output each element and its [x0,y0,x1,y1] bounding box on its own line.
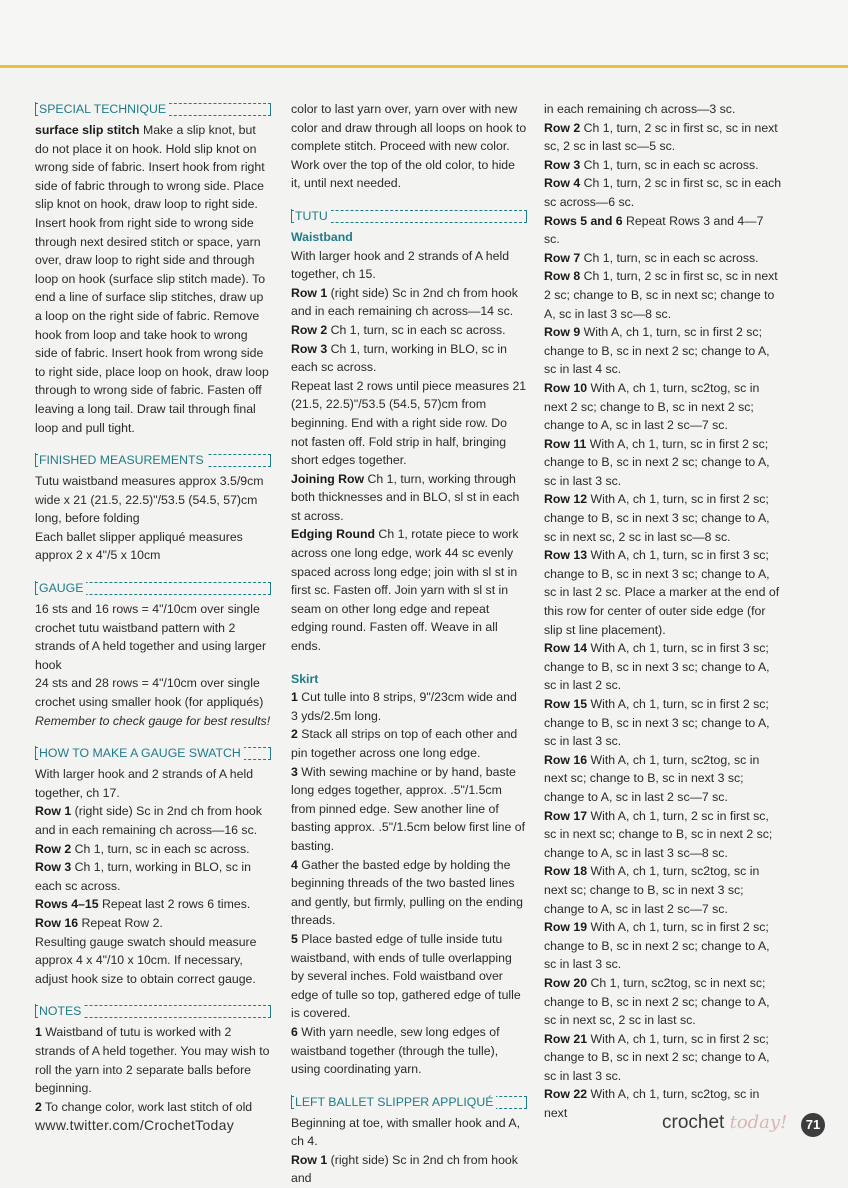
row-text: With A, ch 1, turn, sc2tog, sc in next sc; change to B, sc in next 3 sc; change to A, sc in last 2 sc—7 sc. [544,864,760,916]
section-title: FINISHED MEASUREMENTS [39,451,207,469]
top-rule [0,65,848,68]
applique-row [544,323,782,379]
row-label: Row 16 [35,915,79,930]
step-number: 6 [291,1024,298,1039]
howto-row [35,914,271,933]
edging-round [291,525,527,655]
row-label: Row 1 [291,1152,328,1167]
applique-row [544,379,782,435]
finished-p1: Tutu waistband measures approx 3.5/9cm wide x 21 (21.5, 22.5)"/53.5 (54.5, 57)cm long, before folding [35,474,264,526]
row-text: With A, ch 1, turn, sc in first 2 sc; change to B, sc in next 2 sc; change to A, sc in last 3 sc. [544,1031,770,1083]
finished-p2: Each ballet slipper appliqué measures approx 2 x 4"/5 x 10cm [35,529,243,563]
note-number: 1 [35,1025,42,1040]
row-label: Row 2 [35,841,72,856]
row-text: With A, ch 1, turn, sc2tog, sc in next 2 sc; change to B, sc in next 2 sc; change to A, sc in last 2 sc—7 sc. [544,380,760,433]
applique-row [291,1151,527,1188]
row-text: (right side) Sc in 2nd ch from hook and [291,1152,518,1186]
row-text: Ch 1, turn, 2 sc in first sc, sc in each sc across—6 sc. [544,176,782,209]
row-text: Ch 1, turn, working through both thicknesses and in BLO, sl st in each st across. [291,471,520,523]
row-label: Row 12 [544,492,588,507]
row-label: Row 10 [544,380,588,395]
section-header-gauge [35,579,271,598]
skirt-title: Skirt [291,671,319,686]
skirt-step [291,856,527,930]
section-header-left-applique [291,1093,527,1112]
row-label: Joining Row [291,471,365,486]
row-text: With A, ch 1, turn, sc in first 2 sc; change to B, sc in next 2 sc; change to A, sc in last 3 sc. [544,920,770,972]
section-title: TUTU [295,207,331,225]
row-text: Ch 1, turn, sc2tog, sc in next sc; change to B, sc in next 2 sc; change to A, sc in next sc, 2 sc in last sc. [544,975,770,1028]
row-label: Rows 5 and 6 [544,213,623,228]
row-text: Ch 1, turn, working in BLO, sc in each sc across. [35,860,251,893]
applique-row [544,918,782,974]
applique-row [544,974,782,1030]
step-number: 1 [291,690,298,705]
skirt-step [291,930,527,1023]
row-text: Ch 1, turn, 2 sc in first sc, sc in next sc, 2 sc in last sc—5 sc. [544,120,778,154]
row-label: Row 2 [544,120,581,135]
applique-row [544,862,782,918]
section-title: NOTES [39,1002,84,1020]
row-text: Ch 1, turn, sc in each sc across. [580,157,759,172]
note-text: Waistband of tutu is worked with 2 strands of A held together. You may wish to roll the yarn into 2 separate balls before beginning. [35,1025,270,1096]
waistband-repeat: Repeat last 2 rows until piece measures 21 (21.5, 22.5)"/53.5 (54.5, 57)cm from beginning. End with a right side row. Do not fasten off. Fold strip in half, bringing short edges together. [291,378,527,468]
row-label: Row 9 [544,325,581,340]
row-text: With A, ch 1, turn, sc in first 3 sc; change to B, sc in next 3 sc; change to A, sc in last 2 sc. [544,641,770,693]
step-text: With yarn needle, sew long edges of waistband together (through the tulle), using coordinating yarn. [291,1024,500,1077]
applique-row [544,119,782,156]
section-header-gauge-swatch [35,744,271,763]
row-label: Row 7 [544,250,581,265]
section-header-special-technique [35,100,271,119]
row-label: Row 1 [291,285,328,300]
brand-word: crochet [662,1112,725,1133]
row-text: With A, ch 1, turn, sc in first 2 sc; change to B, sc in next 2 sc; change to A, sc in last 4 sc. [544,325,770,377]
term: surface slip stitch [35,123,140,137]
row-text: Repeat Rows 3 and 4—7 sc. [544,213,764,247]
waistband-row [291,321,527,340]
section-title: LEFT BALLET SLIPPER APPLIQUÉ [295,1093,496,1111]
skirt-step [291,725,527,762]
row-label: Row 11 [544,436,587,451]
step-number: 3 [291,764,298,779]
brand-script: today! [729,1112,788,1133]
row-label: Row 3 [291,341,328,356]
step-number: 5 [291,931,298,946]
step-text: Stack all strips on top of each other and pin together across one long edge. [291,727,518,760]
applique-row [544,490,782,546]
row-text: With A, ch 1, turn, sc in first 3 sc; change to B, sc in next 3 sc; change to A, sc in last 2 sc. Place a marker at the end of this row for center of outer side edge (for slip st line placement). [544,548,780,637]
note-number: 2 [35,1099,42,1114]
row-label: Row 8 [544,269,581,284]
row-label: Row 17 [544,808,588,823]
column-2 [291,100,527,1188]
applique-row [544,212,782,249]
row-label: Row 16 [544,752,588,767]
waistband-row [291,340,527,377]
applique-row [544,156,782,175]
row-text: With A, ch 1, turn, sc2tog, sc in next sc; change to B, sc in next 3 sc; change to A, sc in last 2 sc—7 sc. [544,752,760,804]
row-text: Repeat last 2 rows 6 times. [98,897,251,912]
row-text: (right side) Sc in 2nd ch from hook and in each remaining ch across—14 sc. [291,285,518,319]
gauge-reminder [35,712,271,731]
row-text: With A, ch 1, turn, 2 sc in first sc, sc in next sc; change to B, sc in next 2 sc; change to A, sc in last 3 sc—8 sc. [544,808,773,860]
howto-result: Resulting gauge swatch should measure approx 4 x 4"/10 x 10cm. If necessary, adjust hook size to obtain correct gauge. [35,934,257,986]
note-2 [35,1098,271,1117]
special-technique-text [35,121,271,437]
row-text: With A, ch 1, turn, sc in first 2 sc; change to B, sc in next 3 sc; change to A, sc in next sc, 2 sc in last sc—8 sc. [544,492,770,544]
twitter-link[interactable]: www.twitter.com/CrochetToday [35,1117,235,1133]
step-text: Cut tulle into 8 strips, 9"/23cm wide and 3 yds/2.5m long. [291,690,517,723]
page-number: 71 [801,1113,825,1137]
row-label: Row 22 [544,1087,588,1102]
applique-row-1-continued: in each remaining ch across—3 sc. [544,102,736,116]
top-band [0,0,848,65]
gauge-p1: 16 sts and 16 rows = 4"/10cm over single crochet tutu waistband pattern with 2 strands of A held together and using larger hook [35,602,267,672]
row-label: Row 21 [544,1031,588,1046]
body-text: Make a slip knot, but do not place it on hook. Hold slip knot on wrong side of fabric. Insert hook from right side of fabric through to wrong side. Place slip knot on hook, draw loop to right side. Insert hook from right side to wrong side through next desired stitch or space, yarn over, draw loop to right side and through loop on hook (surface slip stitch made). To end a line of surface slip stitches, draw up a loop on the right side of fabric. Remove hook from loop and take hook to wrong side of fabric. Insert hook from wrong side to right side, place loop on hook, draw loop through to wrong side of fabric. Fasten off leaving a long tail. Draw tail through final loop and pull tight. [35,123,269,435]
row-label: Edging Round [291,527,376,542]
step-number: 4 [291,857,298,872]
applique-row [544,751,782,807]
row-label: Row 1 [35,804,72,819]
column-1 [35,100,271,1116]
row-label: Row 3 [35,860,72,875]
section-title: GAUGE [39,579,86,597]
row-label: Row 19 [544,920,588,935]
row-text: Repeat Row 2. [78,915,163,930]
applique-row [544,249,782,268]
section-header-notes [35,1002,271,1021]
gauge-p2: 24 sts and 28 rows = 4"/10cm over single crochet using smaller hook (for appliqués) [35,676,264,710]
row-text: With A, ch 1, turn, sc in first 2 sc; change to B, sc in next 3 sc; change to A, sc in last 3 sc. [544,697,770,749]
applique-row [544,174,782,211]
row-label: Row 13 [544,548,588,563]
applique-row [544,546,782,639]
step-text: Place basted edge of tulle inside tutu waistband, with ends of tulle overlapping by several inches. Fold waistband over edge of tulle so top, gathered edge of tulle is covered. [291,931,521,1021]
howto-intro: With larger hook and 2 strands of A held together, ch 17. [35,767,254,800]
applique-row [544,267,782,323]
section-title: HOW TO MAKE A GAUGE SWATCH [39,744,244,762]
note-text: To change color, work last stitch of old [41,1099,253,1114]
waistband-row [291,284,527,321]
applique-row [544,1030,782,1086]
skirt-step [291,688,527,725]
howto-row [35,858,271,895]
skirt-step [291,1023,527,1079]
row-label: Row 3 [544,157,581,172]
column-3 [544,100,782,1123]
row-label: Row 4 [544,176,581,191]
howto-row [35,840,271,859]
applique-row [544,695,782,751]
step-number: 2 [291,727,298,742]
step-text: With sewing machine or by hand, baste long edges together, approx. .5"/1.5cm from pinned edge. Sew another line of basting approx. .5"/1.5cm below first line of basting. [291,764,526,853]
magazine-logo [662,1112,787,1134]
section-header-finished-measurements [35,451,271,470]
note-2-continued: color to last yarn over, yarn over with new color and draw through all loops on hook to complete stitch. Proceed with new color. Work over the top of the old color, to hide it, until next needed. [291,102,527,191]
section-header-tutu [291,207,527,226]
skirt-step [291,763,527,856]
section-title: SPECIAL TECHNIQUE [39,100,169,118]
row-label: Row 18 [544,864,588,879]
row-text: (right side) Sc in 2nd ch from hook and in each remaining ch across—16 sc. [35,804,262,837]
note-1 [35,1023,271,1097]
row-label: Row 14 [544,641,588,656]
row-label: Row 15 [544,697,588,711]
row-text: With A, ch 1, turn, sc2tog, sc in next [544,1087,760,1121]
applique-intro: Beginning at toe, with smaller hook and A, ch 4. [291,1115,520,1149]
row-label: Rows 4–15 [35,897,99,912]
row-text: Ch 1, turn, sc in each sc across. [71,841,250,856]
row-text: With A, ch 1, turn, sc in first 2 sc; change to B, sc in next 2 sc; change to A, sc in last 3 sc. [544,436,770,488]
step-text: Gather the basted edge by holding the beginning threads of the two basted lines and gently, but firmly, pulling on the ending threads. [291,857,523,928]
joining-row [291,470,527,526]
row-label: Row 2 [291,322,328,337]
applique-row [544,435,782,491]
waistband-title: Waistband [291,229,353,244]
row-text: Ch 1, rotate piece to work across one long edge, work 44 sc evenly spaced across long edge; join with sl st in first sc. Fasten off. Join yarn with sl st in seam on other long edge and repeat edging round. Fasten off. Weave in all ends. [291,527,519,654]
gauge-reminder-text: Remember to check gauge for best results! [35,713,271,728]
howto-row [35,802,271,839]
applique-row [544,639,782,695]
row-label: Row 20 [544,975,588,990]
row-text: Ch 1, turn, working in BLO, sc in each sc across. [291,341,507,375]
waistband-intro: With larger hook and 2 strands of A held together, ch 15. [291,248,510,282]
row-text: Ch 1, turn, 2 sc in first sc, sc in next 2 sc; change to B, sc in next sc; change to A, sc in last 3 sc—8 sc. [544,269,778,321]
row-text: Ch 1, turn, sc in each sc across. [580,250,759,265]
howto-row [35,895,271,914]
row-text: Ch 1, turn, sc in each sc across. [327,322,506,337]
applique-row [544,807,782,863]
